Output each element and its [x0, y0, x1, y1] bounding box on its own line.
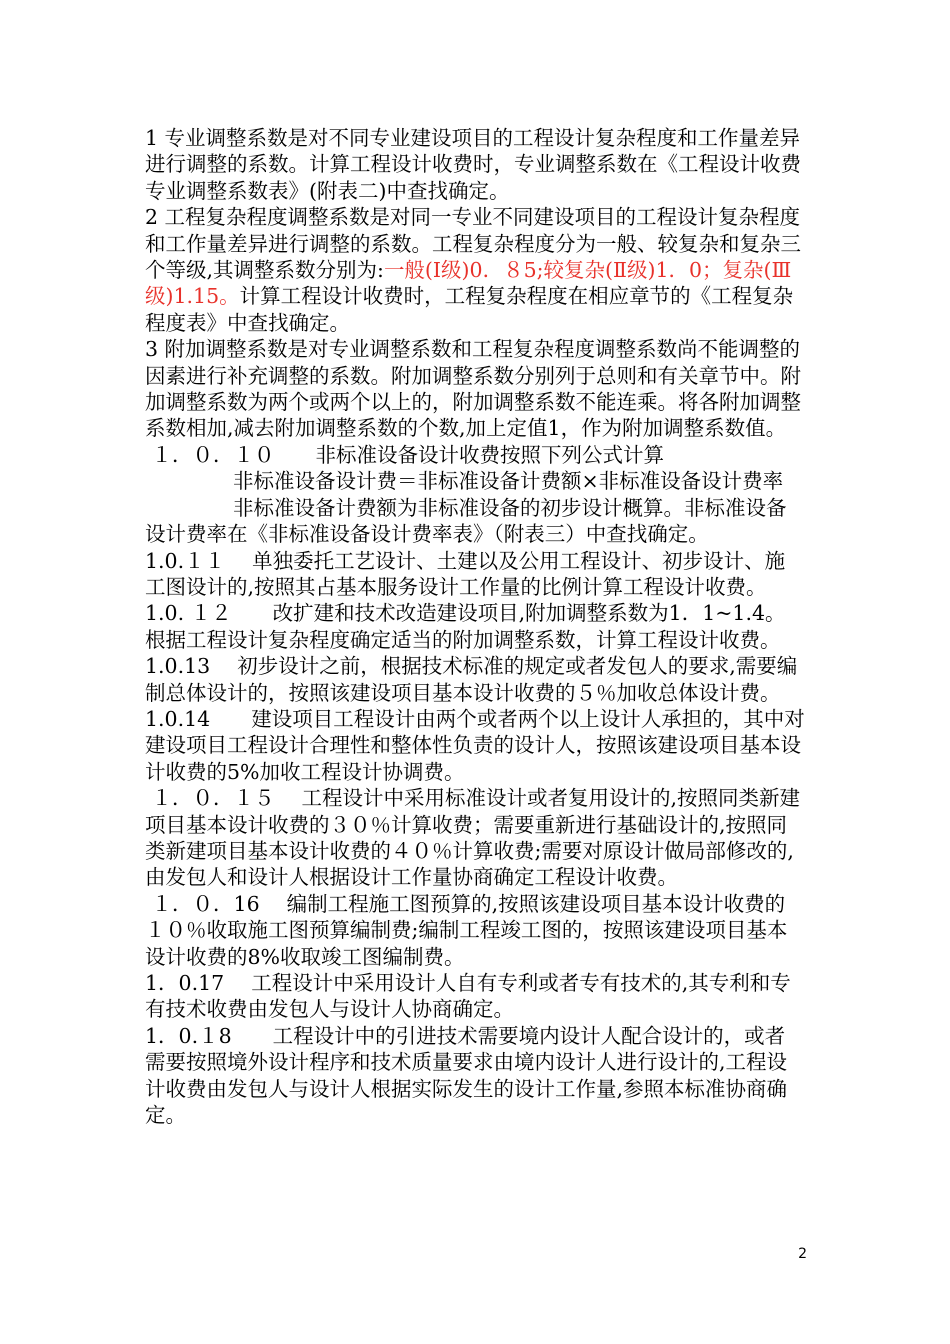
paragraph-nonstandard-equipment: [145, 495, 805, 548]
paragraph-complexity-coefficient: [145, 204, 805, 336]
paragraph-text: 1．0.１8 工程设计中的引进技术需要境内设计人配合设计的，或者需要按照境外设计程序和技术质量要求由境内设计人进行设计的,工程设计收费由发包人与设计人根据实际发生的设计工作量,参照本标准协商确定。: [145, 1023, 788, 1128]
paragraph-text: 1.0. １２ 改扩建和技术改造建设项目,附加调整系数为1．1~1.4。根据工程设计复杂程度确定适当的附加调整系数，计算工程设计收费。: [145, 601, 786, 652]
paragraph-text: １．０．16 编制工程施工图预算的,按照该建设项目基本设计收费的１０％收取施工图预算编制费;编制工程竣工图的，按照该建设项目基本设计收费的8%收取竣工图编制费。: [145, 891, 788, 969]
formula-line: [145, 468, 805, 494]
page-number: 2: [798, 1246, 807, 1262]
paragraph-text: 1．0.17 工程设计中采用设计人自有专利或者专有技术的,其专利和专有技术收费由发包人与设计人协商确定。: [145, 971, 791, 1022]
clause-1-0-18: [145, 1023, 805, 1129]
paragraph-text: 1.0.13 初步设计之前，根据技术标准的规定或者发包人的要求,需要编制总体设计的，按照该建设项目基本设计收费的５％加收总体设计费。: [145, 654, 798, 705]
paragraph-text: 1.0.１１ 单独委托工艺设计、土建以及公用工程设计、初步设计、施工图设计的,按照其占基本服务设计工作量的比例计算工程设计收费。: [145, 548, 786, 599]
clause-1-0-10: [145, 442, 805, 468]
clause-1-0-14: [145, 706, 805, 785]
paragraph-additional-coefficient: [145, 336, 805, 442]
paragraph-text: 1.0.14 建设项目工程设计由两个或者两个以上设计人承担的，其中对建设项目工程设计合理性和整体性负责的设计人，按照该建设项目基本设计收费的5%加收工程设计协调费。: [145, 706, 805, 784]
paragraph-text: １．０．１０ 非标准设备设计收费按照下列公式计算: [151, 442, 665, 467]
paragraph-text: 非标准设备计费额为非标准设备的初步设计概算。非标准设备设计费率在《非标准设备设计费率表》（附表三）中查找确定。: [145, 495, 787, 547]
formula-text: 非标准设备设计费＝非标准设备计费额×非标准设备设计费率: [233, 469, 784, 494]
paragraph-text: 3 附加调整系数是对专业调整系数和工程复杂程度调整系数尚不能调整的因素进行补充调整的系数。附加调整系数分别列于总则和有关章节中。附加调整系数为两个或两个以上的，附加调整系数不能连乘。将各附加调整系数相加,减去附加调整系数的个数,加上定值1，作为附加调整系数值。: [145, 337, 801, 441]
document-body: [145, 125, 805, 1128]
clause-1-0-12: [145, 600, 805, 653]
paragraph-text: 2 工程复杂程度调整系数是对同一专业不同建设项目的工程设计复杂程度和工作量差异进行调整的系数。工程复杂程度分为一般、较复杂和复杂三个等级,其调整系数分别为:: [145, 205, 801, 283]
paragraph-text: 1 专业调整系数是对不同专业建设项目的工程设计复杂程度和工作量差异进行调整的系数。计算工程设计收费时，专业调整系数在《工程设计收费专业调整系数表》(附表二)中查找确定。: [145, 126, 801, 203]
paragraph-professional-coefficient: [145, 125, 805, 204]
clause-1-0-13: [145, 653, 805, 706]
clause-1-0-16: [145, 891, 805, 970]
clause-1-0-17: [145, 970, 805, 1023]
paragraph-text: １．０．１５ 工程设计中采用标准设计或者复用设计的,按照同类新建项目基本设计收费的３０％计算收费；需要重新进行基础设计的,按照同类新建项目基本设计收费的４０％计算收费;需要对原设计做局部修改的,由发包人和设计人根据设计工作量协商确定工程设计收费。: [145, 786, 801, 890]
paragraph-text: 计算工程设计收费时，工程复杂程度在相应章节的《工程复杂程度表》中查找确定。: [145, 284, 794, 335]
clause-1-0-11: [145, 548, 805, 601]
clause-1-0-15: [145, 785, 805, 891]
highlighted-coefficient-values: 一般(Ⅰ级)0．８5;较复杂(Ⅱ级)1．0；复杂(Ⅲ级)1.15。: [145, 258, 792, 309]
